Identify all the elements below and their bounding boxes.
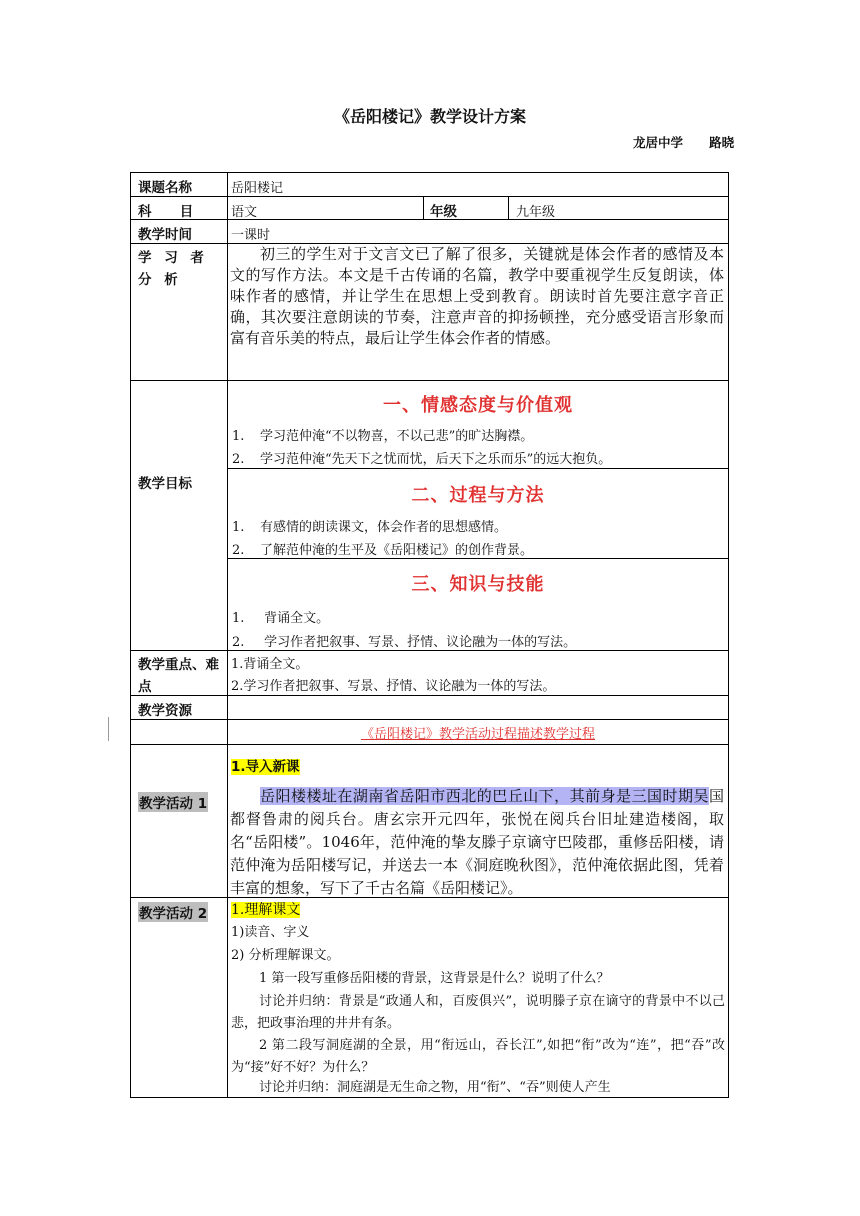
grade-value: 九年级: [516, 205, 556, 220]
margin-marker: [108, 717, 109, 741]
goal-item: 1. 背诵全文。: [232, 611, 330, 626]
topic-label: 课题名称: [138, 180, 192, 196]
activity2-heading: 1.理解课文: [231, 902, 301, 918]
goal-item: 1. 有感情的朗读课文，体会作者的思想感情。: [232, 520, 508, 535]
time-value: 一课时: [231, 228, 271, 243]
activity1-text: [230, 785, 724, 900]
activity1-label: 教学活动 1: [138, 792, 208, 812]
activity2-label: 教学活动 2: [138, 902, 208, 922]
learner-analysis-text: 初三的学生对于文言文已了解了很多，关键就是体会作者的感情及本文的写作方法。本文是千古传诵的名篇，教学中要重视学生反复朗读，体味作者的感情，并让学生在思想上受到教育。朗读时首先要注意字音正确，其次要注意朗读的节奏，注意声音的抑扬顿挫，充分感受语言形象而富有音乐美的特点，最后让学生体会作者的情感。: [230, 245, 724, 347]
goal-section-title-2: 二、过程与方法: [411, 485, 545, 506]
activity2-line: 2 第二段写洞庭湖的全景，用“衔远山，吞长江”,如把“衔”改为“连”，把“吞”改为“接”好不好？为什么？: [231, 1038, 725, 1075]
goal-item: 2. 了解范仲淹的生平及《岳阳楼记》的创作背景。: [232, 543, 534, 558]
grade-label: 年级: [430, 204, 457, 220]
topic-value: 岳阳楼记: [231, 181, 284, 196]
keypoint-item: 2.学习作者把叙事、写景、抒情、议论融为一体的写法。: [231, 679, 556, 694]
learner-label: 学 习 者 分 析: [138, 250, 208, 288]
keypoint-item: 1.背诵全文。: [231, 657, 309, 672]
subject-value: 语文: [231, 205, 258, 220]
resources-label: 教学资源: [138, 703, 192, 719]
goal-section-title-1: 一、情感态度与价值观: [383, 395, 573, 416]
keypoints-label: 教学重点、难点: [138, 657, 219, 695]
activity1-heading: 1.导入新课: [231, 759, 300, 775]
goal-section-title-3: 三、知识与技能: [411, 574, 545, 595]
activity2-line: 1 第一段写重修岳阳楼的背景，这背景是什么？说明了什么？: [259, 971, 610, 986]
activity2-line: 讨论并归纳：洞庭湖是无生命之物，用“衔”、“吞”则使人产生: [259, 1080, 611, 1095]
goal-item: 2. 学习范仲淹“先天下之忧而忧，后天下之乐而乐”的远大抱负。: [232, 452, 612, 467]
activity1-highlight: 岳阳楼楼址在湖南省岳阳市西北的巴丘山下，其前身是三国时期吴: [260, 787, 709, 805]
activity2-line: 讨论并归纳：背景是“政通人和，百废俱兴”，说明滕子京在谪守的背景中不以己悲，把政事治理的井井有条。: [231, 994, 725, 1031]
subject-label: 科 目: [138, 204, 194, 220]
activity1-rest: 国都督鲁肃的阅兵台。唐玄宗开元四年，张悦在阅兵台旧址建造楼阁，取名“岳阳楼”。1046年，范仲淹的挚友滕子京谪守巴陵郡，重修岳阳楼，请范仲淹为岳阳楼写记，并送去一本《洞庭晚秋图》，范仲淹依据此图，凭着丰富的想象，写下了千古名篇《岳阳楼记》。: [230, 787, 724, 897]
activity2-line: 2) 分析理解课文。: [231, 948, 340, 963]
goal-item: 1. 学习范仲淹“不以物喜，不以己悲”的旷达胸襟。: [232, 429, 534, 444]
time-label: 教学时间: [138, 227, 192, 243]
process-link[interactable]: 《岳阳楼记》教学活动过程描述教学过程: [360, 727, 595, 742]
author-line: 龙居中学 路晓: [633, 135, 735, 150]
goals-label: 教学目标: [138, 476, 192, 492]
goal-item: 2. 学习作者把叙事、写景、抒情、议论融为一体的写法。: [232, 635, 577, 650]
document-title: 《岳阳楼记》教学设计方案: [333, 107, 526, 126]
activity2-line: 1)读音、字义: [231, 925, 310, 940]
